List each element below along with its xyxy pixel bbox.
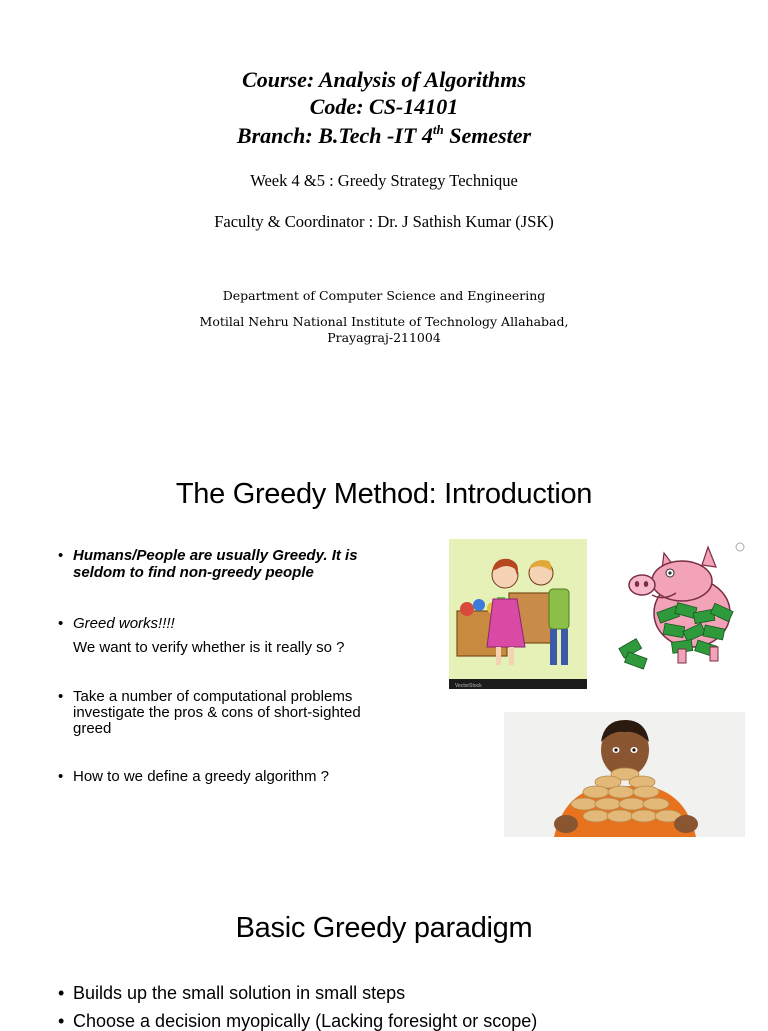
- intro-slide: [0, 445, 768, 875]
- institute-location: Prayagraj-211004: [327, 330, 441, 345]
- boy-cookies-photo: [504, 712, 745, 837]
- greedy-kids-illustration: [449, 539, 587, 689]
- course-code: Code: CS-14101: [309, 94, 459, 119]
- title-slide: [0, 0, 768, 420]
- boy-cookies-icon: [504, 712, 745, 837]
- bullet-icon: •: [58, 983, 65, 1003]
- pig-money-icon: [612, 539, 746, 673]
- department-name: Department of Computer Science and Engineering: [222, 288, 546, 303]
- bullet-text: seldom to find non-greedy people: [73, 564, 314, 581]
- bullet-icon: •: [58, 768, 64, 785]
- institute-name: Motilal Nehru National Institute of Technology Allahabad,: [199, 314, 569, 329]
- bullet-icon: •: [58, 547, 64, 564]
- branch-prefix: Branch: B.Tech -IT 4: [236, 123, 433, 148]
- bullet-text: Greed works!!!!: [73, 615, 175, 632]
- faculty-coordinator: Faculty & Coordinator : Dr. J Sathish Kumar (JSK): [214, 212, 554, 231]
- bullet-text: How to we define a greedy algorithm ?: [73, 768, 329, 785]
- bullet-icon: •: [58, 615, 64, 632]
- course-branch: [0, 122, 768, 150]
- bullet-text: Choose a decision myopically (Lacking foresight or scope): [73, 1011, 538, 1031]
- bullet-text: greed: [73, 720, 112, 737]
- bullet-text: Builds up the small solution in small steps: [73, 983, 406, 1003]
- bullet-text: Humans/People are usually Greedy. It is: [73, 547, 358, 564]
- branch-superscript: th: [432, 122, 444, 137]
- bullet-icon: •: [58, 1011, 65, 1031]
- slide-title: Basic Greedy paradigm: [235, 912, 533, 944]
- paradigm-slide: [0, 890, 768, 1031]
- slide-title: The Greedy Method: Introduction: [175, 478, 593, 510]
- greedy-pig-illustration: [612, 539, 746, 673]
- bullet-text: Take a number of computational problems: [73, 688, 353, 705]
- course-title: Course: Analysis of Algorithms: [242, 67, 526, 92]
- week-topic: Week 4 &5 : Greedy Strategy Technique: [250, 171, 518, 190]
- bullet-text: investigate the pros & cons of short-sighted: [73, 704, 361, 721]
- sub-item-text: We want to verify whether is it really so ?: [73, 639, 345, 656]
- branch-suffix: Semester: [443, 123, 532, 148]
- svg-text:VectorStock: VectorStock: [455, 683, 482, 689]
- kids-cartoon-icon: [449, 539, 587, 689]
- bullet-icon: •: [58, 688, 64, 705]
